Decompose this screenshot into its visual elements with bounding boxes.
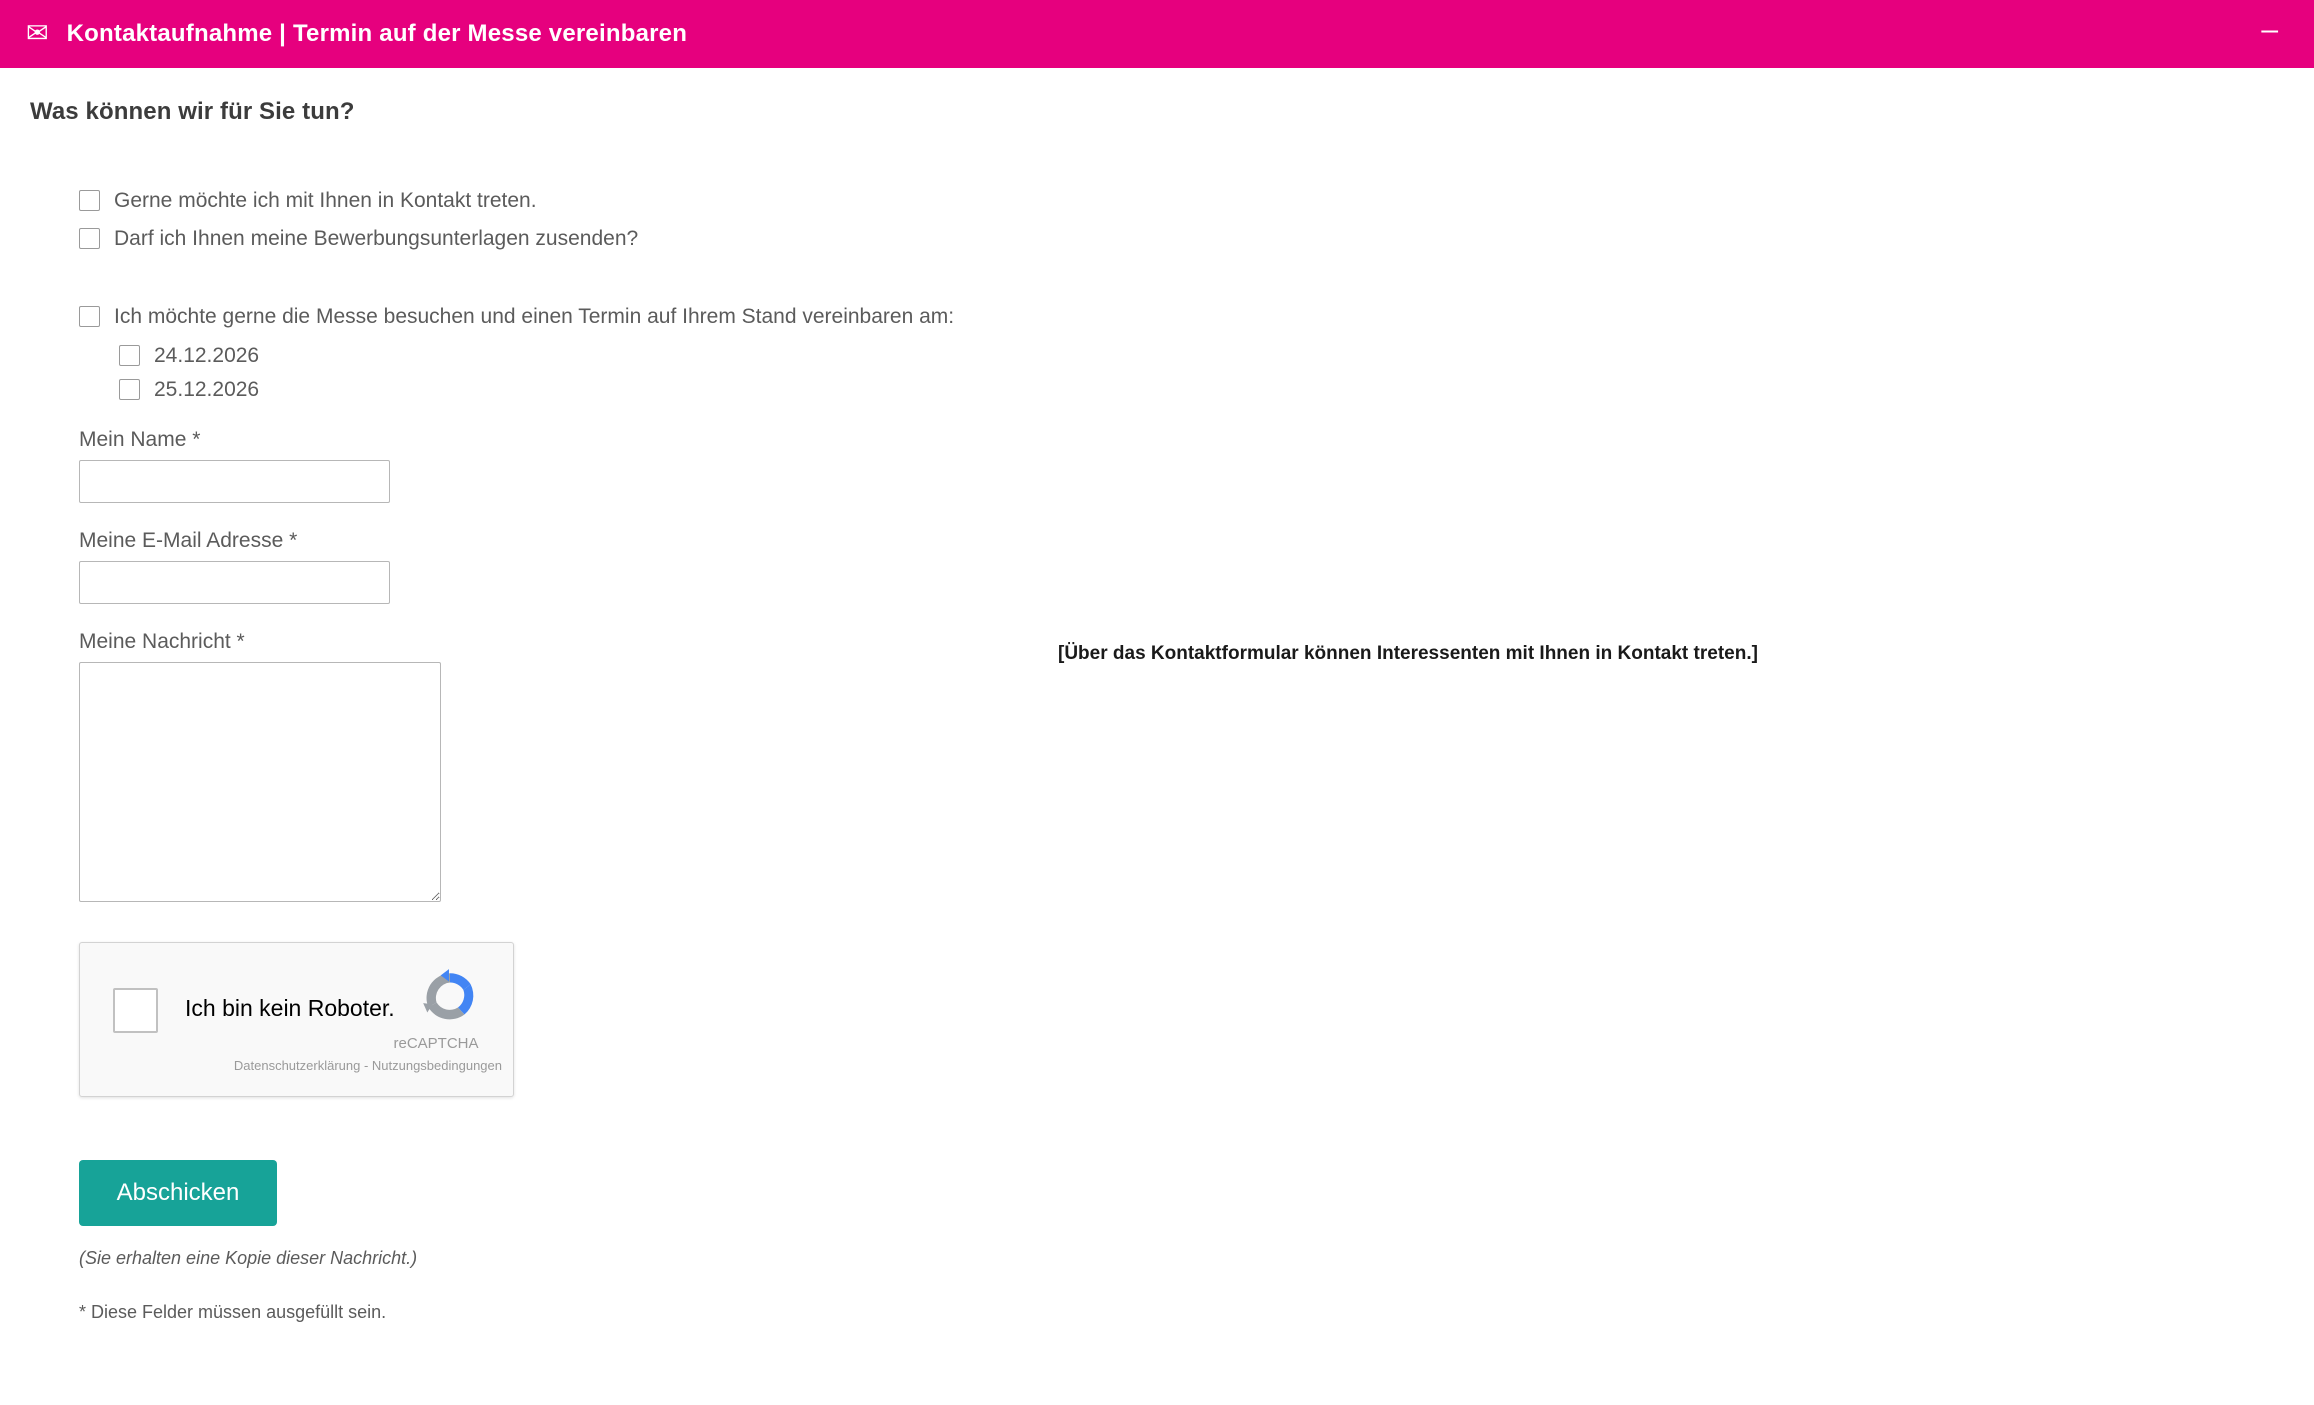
name-input[interactable] [79, 460, 390, 503]
checkbox-application[interactable] [79, 228, 100, 249]
checkbox-label-fair-visit: Ich möchte gerne die Messe besuchen und einen Termin auf Ihrem Stand vereinbaren am: [114, 305, 955, 329]
checkbox-contact[interactable] [79, 190, 100, 211]
checkbox-row-date-1[interactable] [79, 343, 2284, 368]
message-textarea[interactable] [79, 662, 441, 902]
copy-note: (Sie erhalten eine Kopie dieser Nachricht.) [79, 1247, 418, 1268]
page-title: Was können wir für Sie tun? [30, 98, 355, 125]
window-titlebar [0, 0, 2314, 68]
submit-button[interactable]: Abschicken [79, 1160, 277, 1226]
recaptcha-logo-icon [417, 965, 483, 1031]
recaptcha-checkbox[interactable] [113, 988, 158, 1033]
label-name: Mein Name * [79, 427, 201, 451]
checkbox-date-2[interactable] [119, 379, 140, 400]
required-fields-note: * Diese Felder müssen ausgefüllt sein. [79, 1301, 387, 1322]
recaptcha-label: Ich bin kein Roboter. [185, 994, 395, 1021]
email-input[interactable] [79, 561, 390, 604]
field-email [79, 529, 2284, 604]
checkbox-row-date-2[interactable] [79, 377, 2284, 402]
label-message: Meine Nachricht * [79, 629, 245, 653]
checkbox-label-date-1: 24.12.2026 [154, 343, 260, 367]
checkbox-label-contact: Gerne möchte ich mit Ihnen in Kontakt treten. [114, 189, 537, 212]
checkbox-label-application: Darf ich Ihnen meine Bewerbungsunterlagen zusenden? [114, 227, 639, 251]
checkbox-label-date-2: 25.12.2026 [154, 377, 260, 401]
annotation-text: [Über das Kontaktformular können Interessenten mit Ihnen in Kontakt treten.] [1058, 643, 1758, 664]
checkbox-group-spacer [79, 264, 2284, 304]
checkbox-fair-visit[interactable] [79, 306, 100, 327]
checkbox-row-fair-visit[interactable] [79, 304, 2284, 329]
contact-form-page [0, 98, 2314, 1323]
checkbox-row-contact[interactable] [79, 188, 2284, 213]
field-message [79, 630, 2284, 902]
recaptcha-widget[interactable] [79, 942, 514, 1097]
field-name [79, 428, 2284, 503]
recaptcha-terms[interactable]: Datenschutzerklärung - Nutzungsbedingungen [233, 1057, 502, 1073]
envelope-icon: ✉ [26, 17, 49, 48]
checkbox-row-application[interactable] [79, 226, 2284, 251]
checkbox-date-1[interactable] [119, 345, 140, 366]
label-email: Meine E-Mail Adresse * [79, 528, 298, 552]
recaptcha-brand: reCAPTCHA [393, 1034, 479, 1052]
contact-form [30, 188, 2284, 1323]
window-title: Kontaktaufnahme | Termin auf der Messe vereinbaren [66, 20, 688, 47]
minimize-icon[interactable]: – [2261, 13, 2278, 46]
